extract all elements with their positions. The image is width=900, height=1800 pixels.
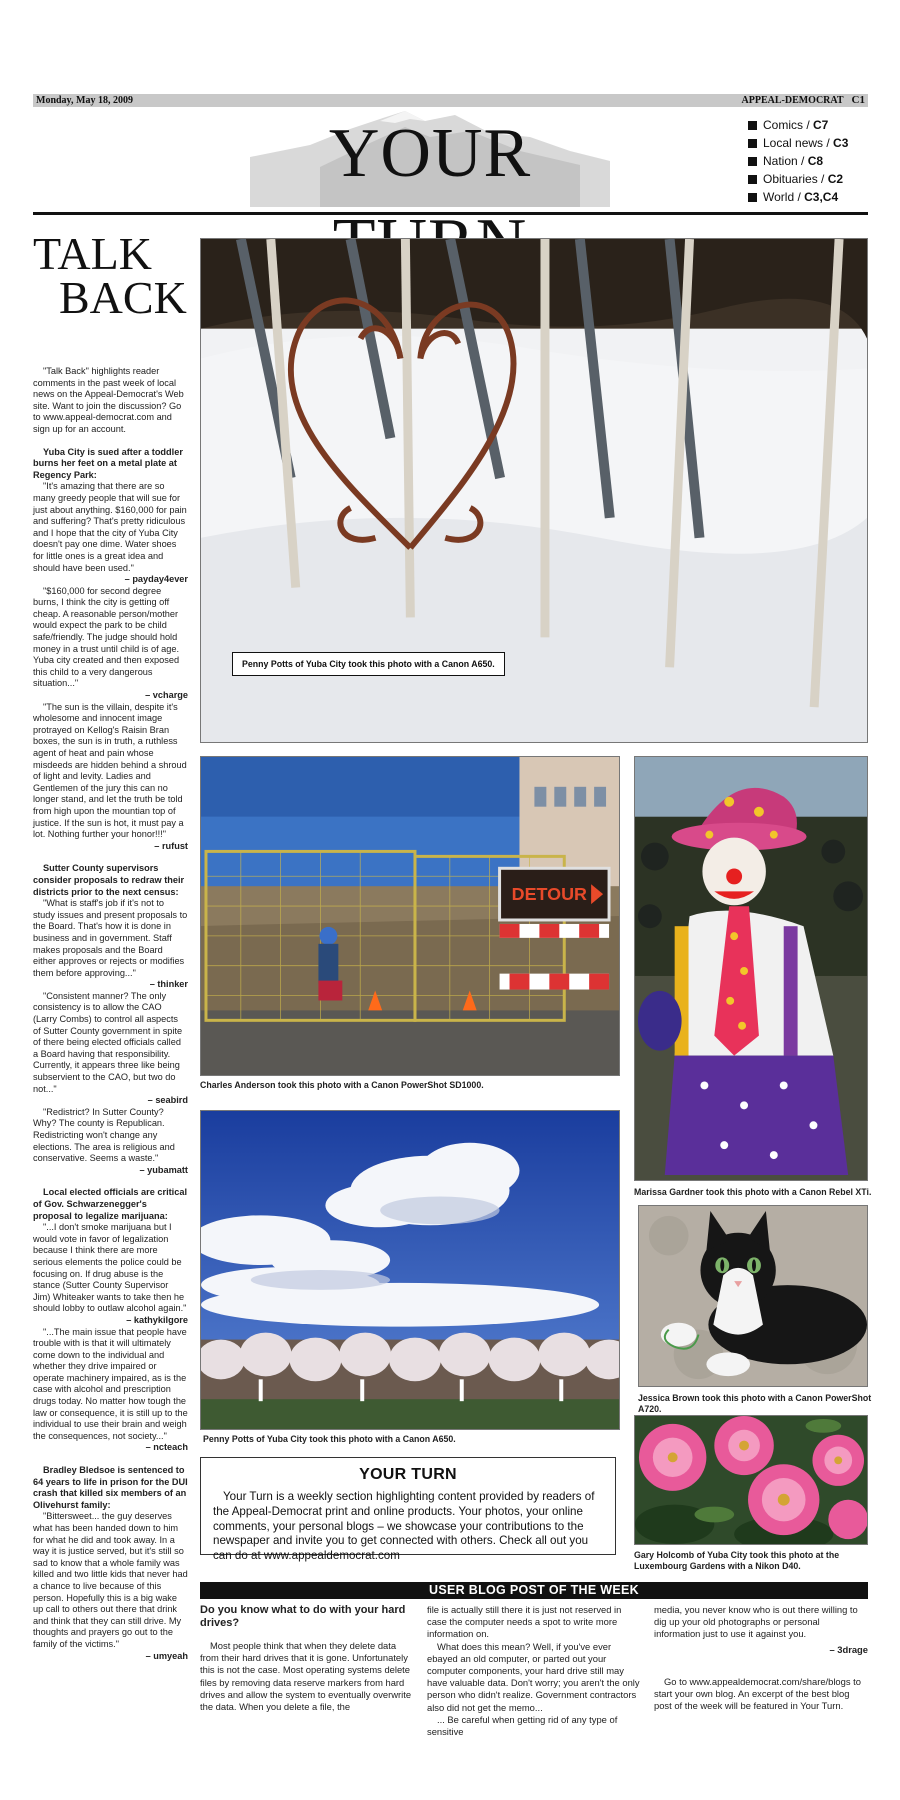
blog-banner: USER BLOG POST OF THE WEEK — [200, 1582, 868, 1599]
your-turn-box — [200, 1457, 616, 1563]
heart-photo-caption: Penny Potts of Yuba City took this photo with a Canon A650. — [232, 652, 505, 676]
comment-author: – thinker — [149, 979, 188, 990]
talkback-intro: "Talk Back" highlights reader comments in the past week of local news on the Appeal-Democrat's Web site. Want to join the discussion? Go to www.appeal-democrat.com and sign up for an account. — [33, 366, 184, 434]
photo-dahlias[interactable] — [634, 1415, 868, 1545]
blog-paragraph: What does this mean? Well, if you've ever ebayed an old computer, or parted out your computer components, your hard drive still may have valuable data. Don't worry; you aren't the only person who didn't realize. Government contractors also did not get the memo... — [427, 1640, 640, 1713]
index-item-comics[interactable] — [748, 116, 848, 134]
issue-date: Monday, May 18, 2009 — [36, 95, 133, 106]
masthead — [230, 107, 630, 210]
index-label: Comics / — [763, 118, 814, 132]
blog-paragraph: file is actually still there it is just not reserved in case the computer needs a spot to write more information on. — [427, 1604, 622, 1640]
your-turn-description: Your Turn is a weekly section highlighting content provided by readers of the Appeal-Democrat print and online products. Your photos, your online comments, your personal blogs – we showcase your contributions to the newspaper and invite you to get connected with others. Check all out you can do at www.appealdemocrat.com — [213, 1490, 595, 1563]
comment-text: "...The main issue that people have trouble with is that it will ultimately come down to the individual and whether they drive impaired or operate machinery impaired, as is the case with alcohol and prescription drugs today. No matter how tough the law or consequence, it is still up to the individual to use their brain and weigh the consequences, not society..." — [33, 1326, 188, 1441]
publication-label: APPEAL-DEMOCRAT — [741, 95, 844, 106]
blog-paragraph: ... Be careful when getting rid of any type of sensitive — [427, 1713, 618, 1738]
masthead-rule — [33, 212, 868, 215]
topic-heading: Sutter County supervisors consider proposals to redraw their districts prior to the next census: — [33, 863, 185, 897]
index-label: Nation / — [763, 154, 808, 168]
blog-column-3 — [654, 1604, 868, 1712]
talkback-title — [33, 228, 188, 323]
index-item-obituaries[interactable] — [748, 170, 848, 188]
comment-text: "The sun is the villain, despite it's wholesome and innocent image protrayed on Kellog's Raisin Bran boxes, the sun is in truth, a ruthless agent of heat and pain whose misdeeds are hidden behind a shroud of light and levity. Ladies and Gentlemen of the jury this can no longer stand, and let the truth be told from high upon the mountian top of justice. If the sun is hot, it must pay a lot. Nothing further your honor!!!" — [33, 701, 187, 840]
comment-text: "Redistrict? In Sutter County? Why? The county is Republican. Redistricting won't change any elections. The area is religious and conservative. Seems a waste." — [33, 1106, 175, 1164]
publication-name — [742, 94, 865, 107]
comment-author: – vcharge — [145, 690, 188, 701]
blog-author: – 3drage — [829, 1643, 868, 1655]
sky-orchard-image — [201, 1111, 619, 1429]
index-label: Local news / — [763, 136, 834, 150]
index-page: C3 — [833, 136, 849, 150]
comment-author: – payday4ever — [124, 574, 188, 585]
section-index — [748, 116, 848, 206]
photo-heart-gate[interactable] — [200, 238, 868, 743]
talkback-title-line2: BACK — [59, 272, 187, 323]
comment-author: – yubamatt — [139, 1164, 188, 1175]
kitten-photo-caption: Jessica Brown took this photo with a Canon PowerShot A720. — [638, 1393, 872, 1414]
section-title: YOUR — [328, 115, 532, 192]
talkback-title-line1: TALK — [33, 228, 152, 279]
comment-author: – kathykilgore — [126, 1314, 188, 1325]
index-page: C3,C4 — [804, 190, 839, 204]
index-page: C8 — [807, 154, 824, 168]
talkback-column — [33, 228, 188, 1662]
your-turn-heading: YOUR TURN — [359, 1466, 457, 1483]
index-item-world[interactable] — [748, 188, 848, 206]
comment-text: "Consistent manner? The only consistency is to allow the CAO (Larry Combs) to control all aspects of Sutter County government in spite of there being elected officials called a Board having that responsibility. Currently, it appears three like being subservient to the CAO, but two do not..." — [33, 990, 183, 1094]
photo-clown[interactable] — [634, 756, 868, 1181]
blog-headline: Do you know what to do with your hard drives? — [200, 1604, 406, 1629]
dahlias-photo-caption: Gary Holcomb of Yuba City took this photo at the Luxembourg Gardens with a Nikon D40. — [634, 1550, 840, 1571]
clown-photo-caption: Marissa Gardner took this photo with a Canon Rebel XTi. — [634, 1187, 872, 1197]
topic-heading: Local elected officials are critical of Gov. Schwarzenegger's proposal to legalize marijuana: — [33, 1187, 188, 1221]
clown-image — [635, 757, 867, 1180]
bullet-square-icon — [748, 175, 757, 184]
topic-heading: Bradley Bledsoe is sentenced to 64 years to life in prison for the DUI crash that killed six members of an Olivehurst family: — [33, 1465, 188, 1510]
detour-photo-caption: Charles Anderson took this photo with a Canon PowerShot SD1000. — [200, 1080, 484, 1090]
blog-paragraph: media, you never know who is out there willing to dig up your old photographs or personal information just to use it against you. — [654, 1604, 858, 1640]
blog-column-2 — [427, 1604, 641, 1738]
page-number: C1 — [851, 94, 865, 106]
photo-sky-orchard[interactable] — [200, 1110, 620, 1430]
comment-text: "Bittersweet... the guy deserves what has been handed down to him for what he did and took away. In a way it is justice served, but it's still so sad to know that a whole family was killed and two little kids that never had a chance to live because of this person. Hopefully this is a big wake up call to others out there that drink and think that they can still drive. My thoughts and prayers go out to the family of the victims." — [33, 1511, 188, 1649]
index-page: C2 — [827, 172, 844, 186]
comment-author: – rufust — [154, 840, 188, 851]
comment-author: – umyeah — [145, 1650, 188, 1661]
blog-paragraph: Most people think that when they delete data from their hard drives that it is gone. Unfortunately this is not the case. Most operating systems delete files by removing data reserve markers from hard drives and allow the system to eventually overwrite the data. When you delete a file, the — [200, 1640, 412, 1713]
topic-heading: Yuba City is sued after a toddler burns her feet on a metal plate at Regency Park: — [33, 446, 183, 480]
index-page: C7 — [813, 118, 829, 132]
photo-detour[interactable] — [200, 756, 620, 1076]
bullet-square-icon — [748, 121, 757, 130]
detour-sign-text: DETOUR — [511, 884, 587, 905]
bullet-square-icon — [748, 157, 757, 166]
index-label: World / — [763, 190, 805, 204]
dahlias-image — [635, 1416, 867, 1544]
index-label: Obituaries / — [763, 172, 828, 186]
bullet-square-icon — [748, 193, 757, 202]
blog-column-1 — [200, 1604, 414, 1713]
comment-author: – seabird — [147, 1095, 188, 1106]
comment-text: "...I don't smoke marijuana but I would vote in favor of legalization because I think there are more serious elements the police could be focusing on. If drug abuse is the stance (Sutter County Supervisor Jim) Whiteaker wants to take then he should lobby to outlaw alcohol again." — [33, 1222, 187, 1314]
sky-photo-caption: Penny Potts of Yuba City took this photo with a Canon A650. — [203, 1434, 456, 1444]
talkback-body — [33, 366, 188, 1662]
comment-text: "It's amazing that there are so many greedy people that will sue for just about anything. $160,000 for pain and suffering? That's pretty ridiculous and I hope that the city of Yuba City doesn't pay one dime. Water shoes for little ones is a great idea and should have been used." — [33, 481, 187, 573]
photo-kitten[interactable] — [638, 1205, 868, 1387]
comment-text: "What is staff's job if it's not to study issues and present proposals to the Board. That's how it is done in business and in government. Staff makes proposals and the Board either approves or rejects or modifies them before approving..." — [33, 898, 188, 978]
index-item-nation[interactable] — [748, 152, 848, 170]
index-item-local-news[interactable] — [748, 134, 848, 152]
folio-bar — [33, 94, 868, 107]
blog-promo[interactable]: Go to www.appealdemocrat.com/share/blogs to start your own blog. An excerpt of the best blog post of the week will be featured in Your Turn. — [654, 1675, 861, 1712]
comment-author: – ncteach — [145, 1442, 188, 1453]
detour-image — [201, 757, 619, 1075]
comment-text: "$160,000 for second degree burns, I think the city is getting off cheap. A reasonable person/mother would expect the park to be child safe/friendly. The judge should hold money in a trust until child is of age. Yuba city created and then exposed this child to a very dangerous situation..." — [33, 585, 180, 689]
kitten-image — [639, 1206, 867, 1386]
bullet-square-icon — [748, 139, 757, 148]
